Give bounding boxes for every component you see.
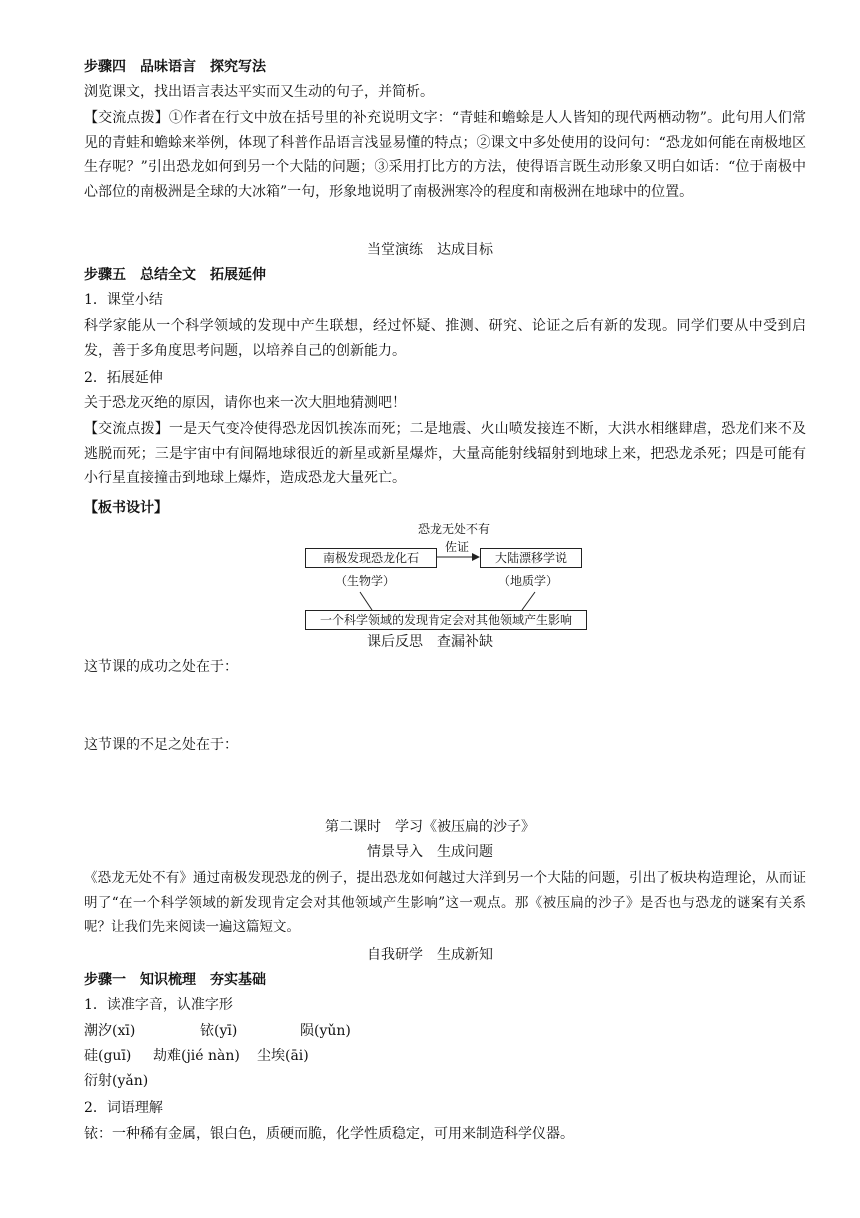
step4-task: 浏览课文，找出语言表达平实而又生动的句子，并简析。 [84, 84, 434, 100]
word-yi: 铱(yī) [200, 1023, 238, 1039]
lesson2-def1: 铱：一种稀有金属，银白色，质硬而脆，化学性质稳定，可用来制造科学仪器。 [84, 1126, 574, 1142]
board-title: 恐龙无处不有 [418, 522, 491, 536]
board-left-box: 南极发现恐龙化石 [305, 548, 437, 568]
step4-answer: 【交流点拨】①作者在行文中放在括号里的补充说明文字：“青蛙和蟾蜍是人人皆知的现代两栖动物”。此句用人们常见的青蛙和蟾蜍来举例，体现了科普作品语言浅显易懂的特点；②课文中多处使用的设问句：“恐龙如何能在南极地区生存呢？”引出恐龙如何到另一个大陆的问题；③采用打比方的方法，使得语言既生动形象又明白如话：“位于南极中心部位的南极洲是全球的大冰箱”一句，形象地说明了南极洲寒冷的程度和南极洲在地球中的位置。 [84, 110, 806, 200]
step5-item1-title: 1．课堂小结 [84, 292, 163, 308]
lesson2-intro-heading: 情景导入 生成问题 [367, 844, 493, 860]
word-chenai: 尘埃(āi) [257, 1048, 309, 1064]
board-right-box: 大陆漂移学说 [480, 548, 582, 568]
board-heading: 【板书设计】 [84, 500, 168, 516]
step5-item2-task: 关于恐龙灭绝的原因，请你也来一次大胆地猜测吧！ [84, 395, 406, 411]
lesson2-intro-text: 《恐龙无处不有》通过南极发现恐龙的例子，提出恐龙如何越过大洋到另一个大陆的问题，引出了板块构造理论，从而证明了“在一个科学领域的新发现肯定会对其他领域产生影响”这一观点。那《被压扁的沙子》是否也与恐龙的谜案有关系呢？让我们先来阅读一遍这篇短文。 [84, 870, 806, 935]
step5-item2-answer: 【交流点拨】一是天气变冷使得恐龙因饥挨冻而死；二是地震、火山喷发接连不断，大洪水相继肆虐，恐龙们来不及逃脱而死；三是宇宙中有间隔地球很近的新星或新星爆炸，大量高能射线辐射到地球上来，把恐龙杀死；四是可能有小行星直接撞击到地球上爆炸，造成恐龙大量死亡。 [84, 421, 806, 486]
board-arrow-label: 佐证 [445, 540, 470, 554]
section-reflect: 课后反思 查漏补缺 [367, 634, 493, 650]
word-chaoxi: 潮汐(xī) [84, 1023, 136, 1039]
word-yanshe: 衍射(yǎn) [84, 1073, 149, 1089]
lesson2-self-heading: 自我研学 生成新知 [367, 947, 493, 963]
step4-heading: 步骤四 品味语言 探究写法 [84, 59, 266, 75]
lesson2-item1-title: 1．读准字音，认准字形 [84, 997, 233, 1013]
step5-item1-text: 科学家能从一个科学领域的发现中产生联想，经过怀疑、推测、研究、论证之后有新的发现。同学们要从中受到启发，善于多角度思考问题，以培养自己的创新能力。 [84, 318, 806, 359]
board-diagram [300, 518, 600, 633]
step5-item2-title: 2．拓展延伸 [84, 370, 163, 386]
board-left-sub: （生物学） [335, 574, 396, 588]
board-bottom-box: 一个科学领域的发现肯定会对其他领域产生影响 [305, 610, 587, 630]
step5-heading: 步骤五 总结全文 拓展延伸 [84, 267, 266, 283]
reflect-success: 这节课的成功之处在于： [84, 659, 238, 675]
reflect-weak: 这节课的不足之处在于： [84, 737, 238, 753]
word-yun: 陨(yǔn) [300, 1023, 351, 1039]
word-jienan: 劫难(jié nàn) [153, 1048, 240, 1064]
word-gui: 硅(guī) [84, 1048, 132, 1064]
board-right-sub: （地质学） [498, 574, 559, 588]
lesson2-item2-title: 2．词语理解 [84, 1100, 163, 1116]
lesson2-step1-heading: 步骤一 知识梳理 夯实基础 [84, 972, 266, 988]
lesson2-title: 第二课时 学习《被压扁的沙子》 [325, 819, 535, 835]
section-practice: 当堂演练 达成目标 [367, 242, 493, 258]
